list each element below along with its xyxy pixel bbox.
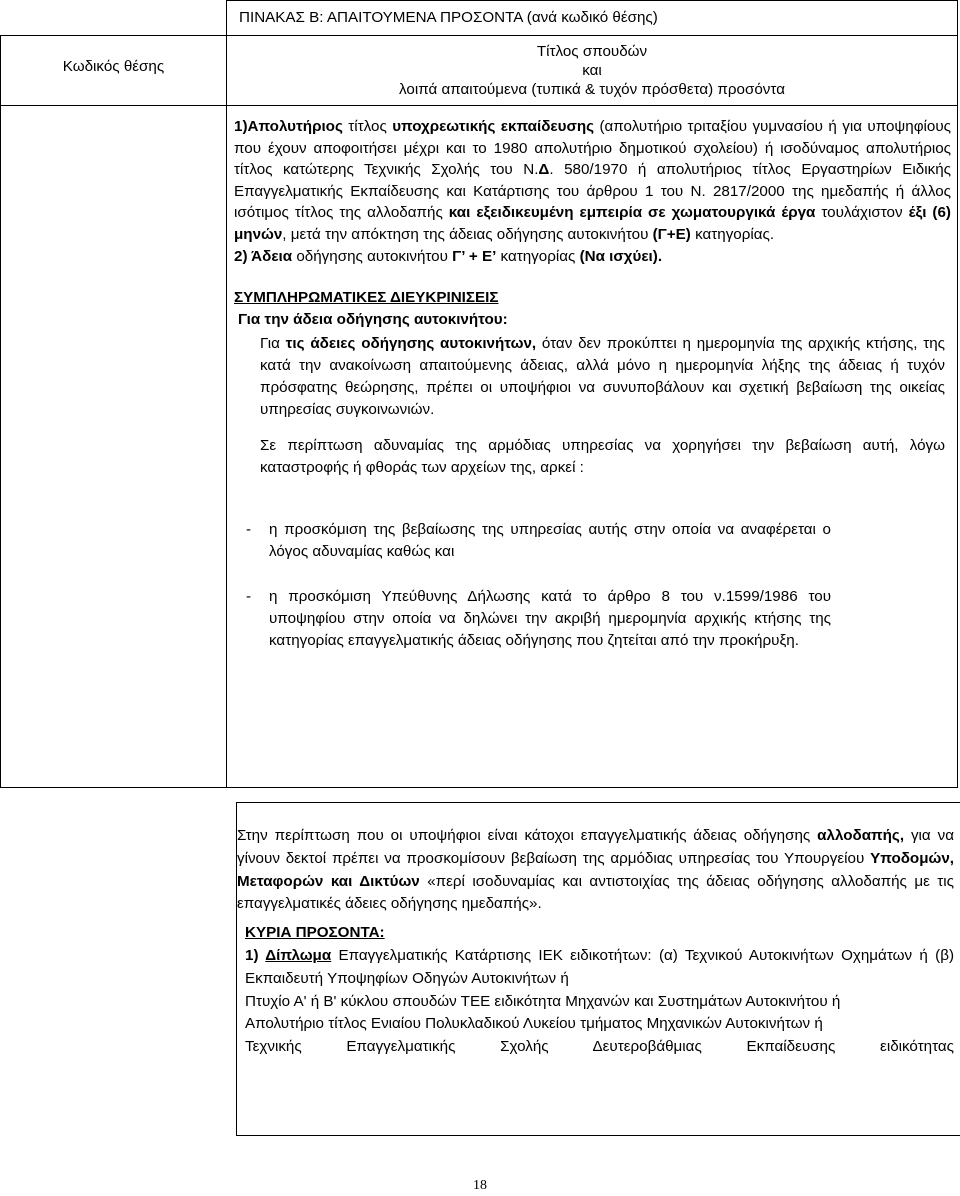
column-header-code: Κωδικός θέσης (1, 36, 227, 106)
list-item: - η προσκόμιση της βεβαίωσης της υπηρεσίας αυτής στην οποία να αναφέρεται ο λόγος αδυναμίας καθώς και (246, 521, 831, 561)
qualification-line: Απολυτήριο τίτλος Ενιαίου Πολυκλαδικού Λυκείου τμήματος Μηχανικών Αυτοκινήτων ή (245, 1015, 823, 1033)
table-title: ΠΙΝΑΚΑΣ Β: ΑΠΑΙΤΟΥΜΕΝΑ ΠΡΟΣΟΝΤΑ (ανά κωδικό θέσης) (239, 9, 658, 26)
main-qualifications (237, 916, 954, 1059)
foreign-license-paragraph: Στην περίπτωση που οι υποψήφιοι είναι κάτοχοι επαγγελματικής άδειας οδήγησης αλλοδαπής, για να γίνουν δεκτοί πρέπει να προσκομίσουν βεβαίωση της αρμόδιας υπηρεσίας του Υπουργείου Υποδομών, Μεταφορών και Δικτύων «περί ισοδυναμίας και αντιστοιχίας της άδειας οδήγησης αλλοδαπής με τις επαγγελματικές άδειες οδήγησης ημεδαπής». (237, 827, 954, 913)
page-number: 18 (473, 1178, 487, 1193)
table-title-cell (227, 1, 958, 36)
empty-corner-cell (1, 1, 227, 36)
qualification-line: Πτυχίο Α' ή Β' κύκλου σπουδών ΤΕΕ ειδικότητα Μηχανών και Συστημάτων Αυτοκινήτου ή (245, 992, 841, 1010)
clarification-paragraph-1: Για τις άδειες οδήγησης αυτοκινήτων, όταν δεν προκύπτει η ημερομηνία της αρχικής κτήσης, της κατά την ανακοίνωση απαιτούμενης άδειας, αλλά μόνο η ημερομηνία λήξης της άδειας ή τυχόν πρόσφατης θεώρησης, πρέπει οι υποψήφιοι να συνυποβάλουν και σχετική βεβαίωση της οικείας υπηρεσίας συγκοινωνιών. (260, 335, 945, 419)
requirements-cell (227, 106, 958, 788)
list-item: - η προσκόμιση Υπεύθυνης Δήλωσης κατά το άρθρο 8 του ν.1599/1986 του υποψηφίου στην οποία να δηλώνει την ακριβή ημερομηνία αρχικής κτήσης της κατηγορίας επαγγελματικής άδειας οδήγησης που ζητείται από την προκήρυξη. (246, 588, 831, 650)
main-qualifications-heading: ΚΥΡΙΑ ΠΡΟΣΟΝΤΑ: (245, 924, 385, 942)
additional-info-box (236, 802, 960, 1136)
clarifications-section (227, 267, 957, 652)
clarification-paragraph-2: Σε περίπτωση αδυναμίας της αρμόδιας υπηρεσίας να χορηγήσει την βεβαίωση αυτή, λόγω καταστροφής ή φθοράς των αρχείων της, αρκεί : (260, 437, 945, 477)
column-header-title: Τίτλος σπουδών και λοιπά απαιτούμενα (τυπικά & τυχόν πρόσθετα) προσόντα (227, 36, 958, 106)
qualification-line: Τεχνικής Επαγγελματικής Σχολής Δευτεροβάθμιας Εκπαίδευσης ειδικότητας (245, 1038, 954, 1056)
clarifications-subheading: Για την άδεια οδήγησης αυτοκινήτου: (238, 311, 508, 329)
clarifications-heading: ΣΥΜΠΛΗΡΩΜΑΤΙΚΕΣ ΔΙΕΥΚΡΙΝΙΣΕΙΣ (234, 289, 499, 307)
requirements-text: 1)Απολυτήριος τίτλος υποχρεωτικής εκπαίδευσης (απολυτήριο τριταξίου γυμνασίου ή για υποψηφίους που έχουν αποφοιτήσει μέχρι και το 1980 απολυτήριο δημοτικού σχολείου) ή ισοδύναμος απολυτήριος τίτλος κατώτερης Τεχνικής Σχολής του Ν.Δ. 580/1970 ή απολυτήριος τίτλος Εργαστηρίων Ειδικής Επαγγελματικής Εκπαίδευσης και Κατάρτισης του άρθρου 1 του Ν. 2817/2000 της ημεδαπής ή άλλος ισότιμος τίτλος της αλλοδαπής και εξειδικευμένη εμπειρία σε χωματουργικά έργα τουλάχιστον έξι (6) μηνών, μετά την απόκτηση της άδειας οδήγησης αυτοκινήτου (Γ+Ε) κατηγορίας. 2) Άδεια οδήγησης αυτοκινήτου Γ’ + Ε’ κατηγορίας (Να ισχύει). (234, 118, 951, 265)
qualification-line: 1) Δίπλωμα Επαγγελματικής Κατάρτισης ΙΕΚ ειδικοτήτων: (α) Τεχνικού Αυτοκινήτων Οχημάτων ή (β) Εκπαιδευτή Υποψηφίων Οδηγών Αυτοκινήτων ή (245, 946, 954, 987)
code-cell (1, 106, 227, 788)
